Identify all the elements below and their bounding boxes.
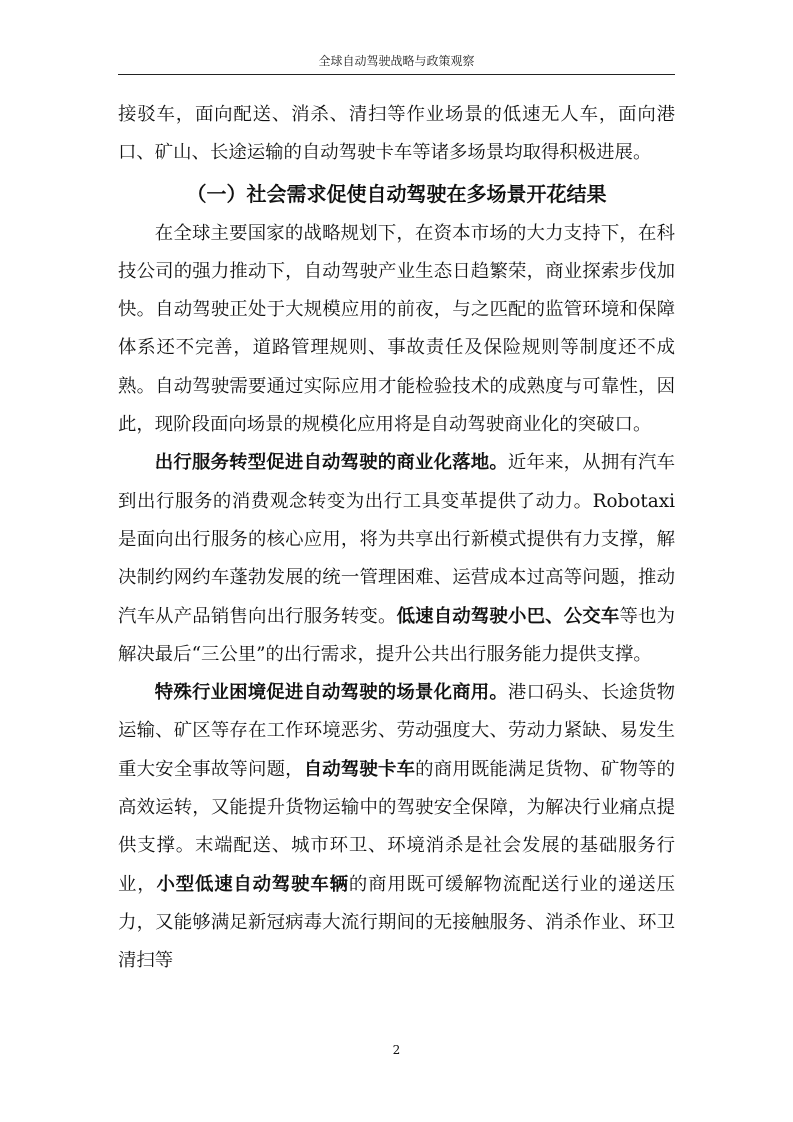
page-body: [118, 96, 675, 981]
section-heading: （一）社会需求促使自动驾驶在多场景开花结果: [186, 181, 607, 206]
intro-paragraph: 接驳车，面向配送、消杀、清扫等作业场景的低速无人车，面向港口、矿山、长途运输的自动驾驶卡车等诸多场景均取得积极进展。: [118, 104, 675, 164]
paragraph-text: 等也为解决最后“三公里”的出行需求，提升公共出行服务能力提供支撑。: [118, 605, 675, 665]
paragraph-lead-industry: 特殊行业困境促进自动驾驶的场景化商用。: [154, 682, 508, 704]
paragraph-text: 近年来，从拥有汽车到出行服务的消费观念转变为出行工具变革提供了动力。Robotaxi是面向出行服务的核心应用，将为共享出行新模式提供有力支撑，解决制约网约车蓬勃发展的统一管理困难、运营成本过高等问题，推动汽车从产品销售向出行服务转变。: [118, 452, 675, 627]
emphasis-autonomous-truck: 自动驾驶卡车: [303, 758, 416, 780]
paragraph-text: 港口码头、长途货物运输、矿区等存在工作环境恶劣、劳动强度大、劳动力紧缺、易发生重大安全事故等问题，: [118, 682, 675, 780]
paragraph-text: 的商用既能满足货物、矿物等的高效运转，又能提升货物运输中的驾驶安全保障，为解决行业痛点提供支撑。末端配送、城市环卫、环境消杀是社会发展的基础服务行业，: [118, 758, 675, 895]
paragraph-strategy: 在全球主要国家的战略规划下，在资本市场的大力支持下，在科技公司的强力推动下，自动驾驶产业生态日趋繁荣，商业探索步伐加快。自动驾驶正处于大规模应用的前夜，与之匹配的监管环境和保障体系还不完善，道路管理规则、事故责任及保险规则等制度还不成熟。自动驾驶需要通过实际应用才能检验技术的成熟度与可靠性，因此，现阶段面向场景的规模化应用将是自动驾驶商业化的突破口。: [118, 222, 675, 436]
emphasis-small-low-speed-vehicle: 小型低速自动驾驶车辆: [156, 873, 349, 895]
running-header: 全球自动驾驶战略与政策观察: [318, 54, 475, 68]
paragraph-lead-mobility: 出行服务转型促进自动驾驶的商业化落地。: [154, 452, 508, 474]
header-divider: [118, 74, 675, 75]
paragraph-text: 的商用既可缓解物流配送行业的递送压力，又能够满足新冠病毒大流行期间的无接触服务、消杀作业、环卫清扫等: [118, 873, 675, 972]
paragraph-mobility-service: [118, 444, 675, 674]
page-number: 2: [392, 1043, 401, 1057]
emphasis-low-speed-bus: 低速自动驾驶小巴、公交车: [396, 605, 620, 627]
paragraph-special-industry: [118, 674, 675, 980]
